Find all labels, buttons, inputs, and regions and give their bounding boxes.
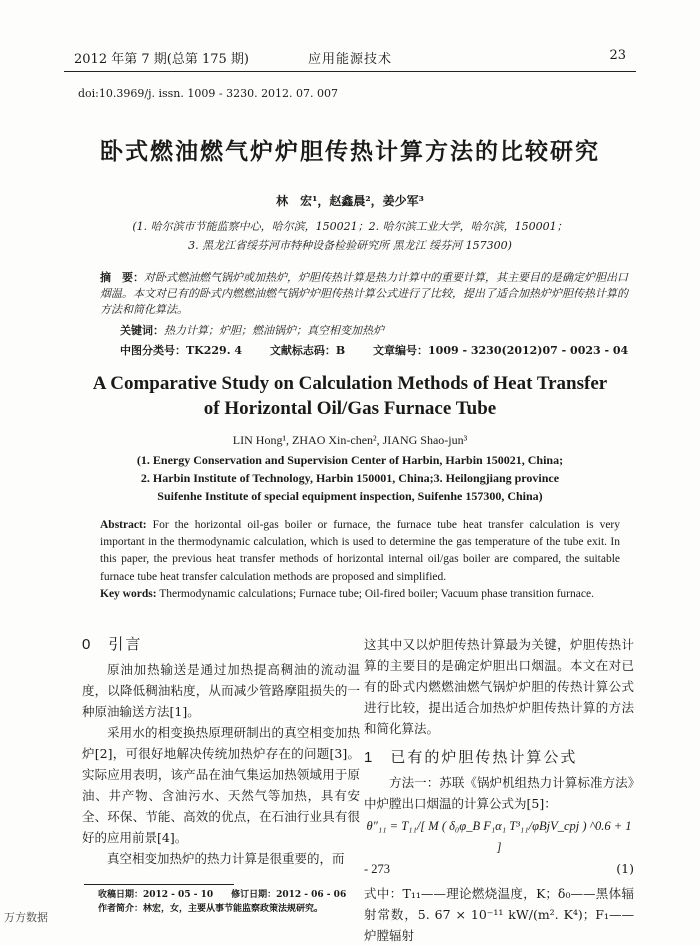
keywords-en-label: Key words: (100, 587, 157, 600)
document-code: 文献标志码：B (269, 344, 346, 357)
authors-chinese: 林 宏¹，赵鑫晨²，姜少军³ (276, 194, 424, 208)
equation-1: θ″₁₁ = T₁₁/[ M ( δ₀φ_B F₁α₁ T³₁₁/φBjV_cpj ) ^0.6 + 1 ] (366, 819, 632, 854)
right-paragraph-2: 方法一：苏联《锅炉机组热力计算标准方法》中炉膛出口烟温的计算公式为[5]： (364, 775, 634, 811)
section-1-heading (364, 747, 634, 768)
abstract-cn-label: 摘 要： (100, 271, 144, 284)
affiliation-cn-line-2: 3. 黑龙江省绥芬河市特种设备检验研究所 黑龙江 绥芬河 157300) (188, 239, 512, 252)
page-number: 23 (609, 48, 626, 63)
clc-number: 中图分类号：TK229. 4 (120, 344, 243, 357)
affiliation-en-line-3: Suifenhe Institute of special equipment inspection, Suifenhe 157300, China) (157, 489, 543, 503)
affiliation-en-line-1: (1. Energy Conservation and Supervision Center of Harbin, Harbin 150021, China; (136, 453, 564, 467)
abstract-en-text: For the horizontal oil-gas boiler or furnace, the furnace tube heat transfer calculation is very important in the thermodynamic calculation, which is used to determine the gas temperature of the tube exit. In this paper, the previous heat transfer methods of horizontal internal oil/gas boiler are compared, the suitable furnace tube heat transfer calculation methods are proposed and simplified. (100, 519, 621, 583)
section-0-title: 引言 (108, 635, 143, 653)
left-paragraph-3: 真空相变加热炉的热力计算是很重要的，而 (107, 851, 345, 866)
right-paragraph-1: 这其中又以炉胆传热计算最为关键，炉胆传热计算的主要目的是确定炉胆出口烟温。本文在对已有的卧式内燃燃油燃气锅炉炉胆的传热计算公式进行比较，提出适合加热炉炉胆传热计算的方法和简化算法。 (364, 637, 634, 736)
watermark: 万方数据 (4, 911, 48, 924)
equation-number: (1) (616, 861, 634, 876)
section-1-title: 已有的炉胆传热计算公式 (390, 748, 578, 766)
title-chinese: 卧式燃油燃气炉炉胆传热计算方法的比较研究 (100, 138, 600, 165)
article-number: 文章编号：1009 - 3230(2012)07 - 0023 - 04 (373, 344, 629, 357)
journal-name: 应用能源技术 (307, 52, 392, 67)
issue-info: 2012 年第 7 期(总第 175 期) (74, 52, 249, 67)
affiliation-en-line-2: 2. Harbin Institute of Technology, Harbin 150001, China;3. Heilongjiang province (140, 471, 560, 485)
footnote-author: 作者简介：林宏，女，主要从事节能监察政策法规研究。 (98, 904, 324, 914)
section-0-heading (82, 634, 360, 655)
authors-english: LIN Hong¹, ZHAO Xin-chen², JIANG Shao-jun³ (232, 433, 468, 447)
left-paragraph-1: 原油加热输送是通过加热提高稠油的流动温度，以降低稠油粘度，从而减少管路摩阻损失的一种原油输送方法[1]。 (82, 662, 360, 719)
header-rule (64, 71, 636, 72)
title-english-line-2: of Horizontal Oil/Gas Furnace Tube (203, 398, 497, 419)
equation-1-tail (364, 858, 634, 879)
abstract-chinese (100, 270, 628, 318)
abstract-en-label: Abstract: (100, 519, 147, 531)
title-english-line-1: A Comparative Study on Calculation Methods of Heat Transfer (92, 373, 608, 394)
affiliation-cn-line-1: (1. 哈尔滨市节能监察中心，哈尔滨，150021；2. 哈尔滨工业大学，哈尔滨，150001； (132, 220, 568, 233)
equation-1-constant: - 273 (364, 862, 391, 876)
footnote-rule (84, 884, 234, 885)
keywords-cn-text: 热力计算；炉胆；燃油锅炉；真空相变加热炉 (164, 324, 384, 337)
section-0-number: 0 (82, 636, 93, 653)
abstract-english (100, 517, 620, 603)
section-1-number: 1 (364, 749, 375, 766)
right-paragraph-3: 式中：T₁₁——理论燃烧温度，K；δ₀——黑体辐射常数，5. 67 × 10⁻¹¹ kW/(m². K⁴)；F₁——炉膛辐射 (364, 886, 634, 943)
doi[interactable]: doi:10.3969/j. issn. 1009 - 3230. 2012. 07. 007 (78, 87, 339, 100)
right-column (364, 634, 634, 946)
left-column (82, 634, 360, 869)
left-paragraph-2: 采用水的相变换热原理研制出的真空相变加热炉[2]，可很好地解决传统加热炉存在的问题[3]。实际应用表明，该产品在油气集运加热领域用于原油、井产物、含油污水、天然气等加热，具有安全、环保、节能、高效的优点，在石油行业具有很好的应用前景[4]。 (82, 725, 360, 845)
keywords-cn-label: 关键词： (120, 324, 164, 337)
keywords-chinese (120, 323, 628, 339)
classification-line (120, 342, 652, 358)
footnote-dates: 收稿日期：2012 - 05 - 10 修订日期：2012 - 06 - 06 (98, 890, 347, 900)
abstract-cn-text: 对卧式燃油燃气锅炉或加热炉，炉胆传热计算是热力计算中的重要计算，其主要目的是确定炉胆出口烟温。本文对已有的卧式内燃燃油燃气锅炉炉胆传热计算公式进行了比较，提出了适合加热炉炉胆传热计算的方法和简化算法。 (100, 271, 628, 316)
keywords-en-text: Thermodynamic calculations; Furnace tube; Oil-fired boiler; Vacuum phase transition furnace. (159, 587, 594, 600)
running-header (74, 48, 626, 68)
